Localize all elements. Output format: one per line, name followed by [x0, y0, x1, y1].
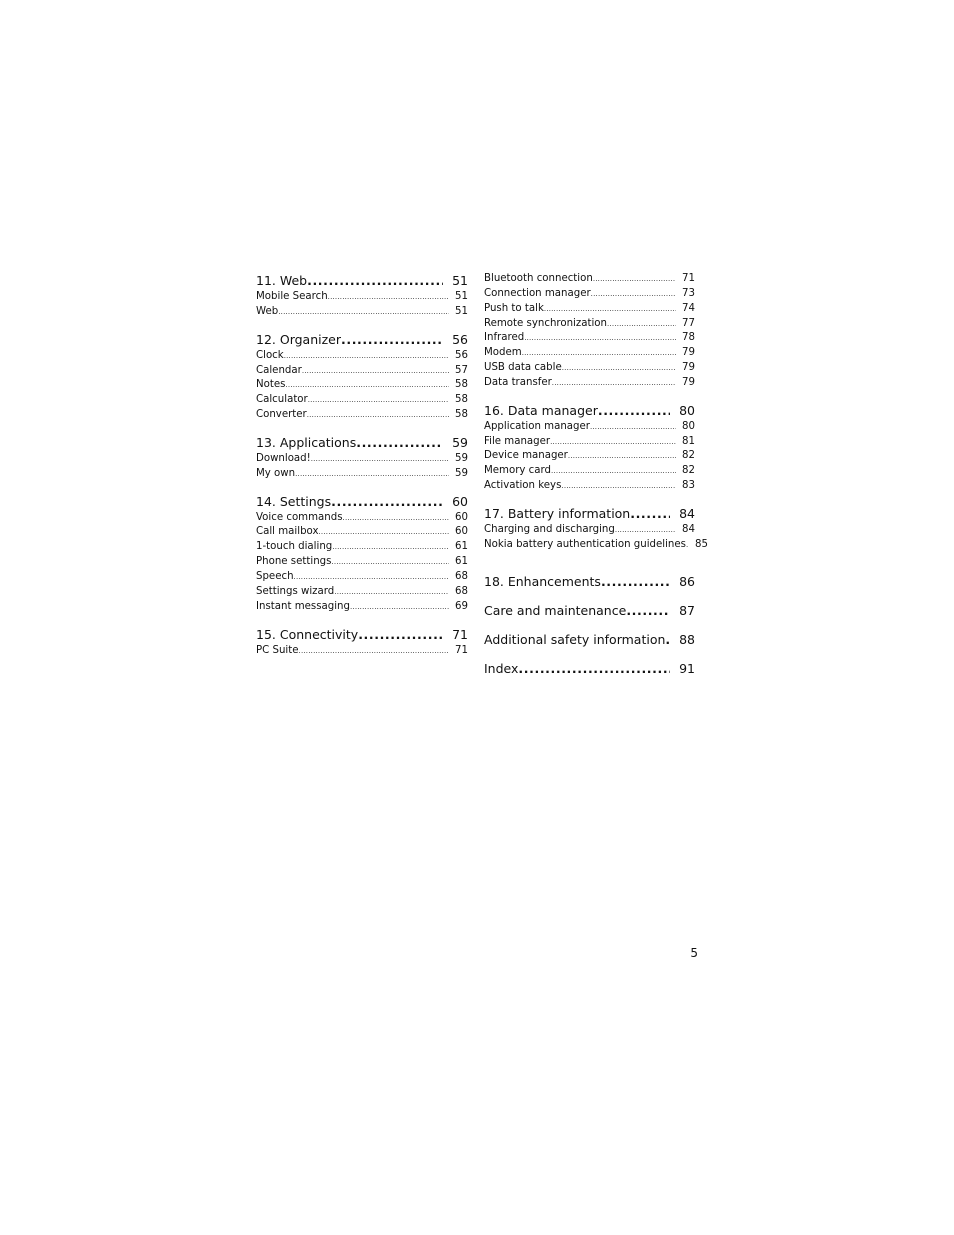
toc-entry-page: 61 — [455, 541, 468, 553]
dot-leader — [307, 272, 443, 290]
toc-entry-label: PC Suite — [256, 644, 299, 656]
toc-entry-battery-authentication[interactable] — [484, 538, 708, 553]
dot-leader — [285, 378, 449, 393]
dot-leader — [307, 408, 449, 423]
toc-entry-clock[interactable] — [256, 349, 468, 364]
toc-entry-page: 58 — [455, 409, 468, 421]
toc-entry-label: Connection manager — [484, 287, 591, 299]
toc-heading-page: 60 — [452, 493, 468, 509]
toc-entry-page: 69 — [455, 600, 468, 612]
toc-heading-page: 80 — [679, 402, 695, 418]
toc-heading-care-and-maintenance[interactable] — [484, 602, 695, 620]
toc-section-enhancements — [484, 573, 695, 591]
dot-leader — [328, 290, 449, 305]
toc-entry-page: 60 — [455, 526, 468, 538]
toc-entry-page: 68 — [455, 570, 468, 582]
toc-heading-data-manager[interactable] — [484, 402, 695, 420]
toc-heading-label: 18. Enhancements — [484, 573, 601, 589]
toc-entry-page: 74 — [682, 302, 695, 314]
toc-entry-phone-settings[interactable] — [256, 555, 468, 570]
toc-heading-label: 15. Connectivity — [256, 626, 359, 642]
toc-entry-page: 51 — [455, 291, 468, 302]
toc-entry-connection-manager[interactable] — [484, 287, 695, 302]
toc-heading-connectivity[interactable] — [256, 626, 468, 644]
toc-section-applications — [256, 434, 468, 482]
toc-heading-enhancements[interactable] — [484, 573, 695, 591]
dot-leader — [299, 644, 449, 659]
toc-heading-page: 71 — [452, 626, 468, 642]
dot-leader — [341, 331, 443, 349]
dot-leader — [334, 585, 449, 600]
toc-entry-converter[interactable] — [256, 408, 468, 423]
toc-section-connectivity-continued — [484, 272, 695, 391]
toc-entry-activation-keys[interactable] — [484, 479, 695, 494]
toc-entry-label: Memory card — [484, 465, 551, 477]
toc-heading-page: 56 — [452, 331, 468, 347]
toc-entry-page: 51 — [455, 305, 468, 317]
dot-leader — [562, 361, 676, 376]
toc-entry-label: Data transfer — [484, 376, 552, 388]
toc-heading-organizer[interactable] — [256, 331, 468, 349]
toc-heading-label: 12. Organizer — [256, 331, 341, 347]
toc-entry-settings-wizard[interactable] — [256, 585, 468, 600]
toc-entry-usb-data-cable[interactable] — [484, 361, 695, 376]
toc-entry-voice-commands[interactable] — [256, 511, 468, 526]
toc-entry-modem[interactable] — [484, 346, 695, 361]
toc-section-battery-information — [484, 505, 708, 553]
dot-leader — [319, 525, 450, 540]
toc-entry-1-touch-dialing[interactable] — [256, 540, 468, 555]
dot-leader — [601, 573, 670, 591]
toc-entry-mobile-search[interactable] — [256, 290, 468, 305]
spacer — [484, 564, 695, 573]
toc-entry-label: Mobile Search — [256, 291, 328, 302]
dot-leader — [358, 626, 443, 644]
dot-leader — [302, 364, 449, 379]
toc-entry-page: 58 — [455, 379, 468, 391]
toc-heading-label: 13. Applications — [256, 434, 357, 450]
toc-entry-page: 68 — [455, 585, 468, 597]
toc-heading-battery-information[interactable] — [484, 505, 695, 523]
dot-leader — [522, 346, 676, 361]
dot-leader — [331, 555, 449, 570]
toc-heading-label: 14. Settings — [256, 493, 332, 509]
dot-leader — [343, 511, 449, 526]
toc-entry-label: Calendar — [256, 364, 302, 376]
toc-section-additional-safety — [484, 631, 695, 649]
toc-heading-additional-safety[interactable] — [484, 631, 695, 649]
toc-entry-label: Call mailbox — [256, 526, 319, 538]
toc-entry-label: File manager — [484, 435, 551, 447]
dot-leader — [593, 272, 676, 287]
dot-leader — [518, 660, 670, 678]
toc-section-web — [256, 272, 468, 320]
toc-entry-remote-synchronization[interactable] — [484, 317, 695, 332]
toc-entry-device-manager[interactable] — [484, 449, 695, 464]
toc-entry-page: 82 — [682, 450, 695, 462]
toc-entry-label: Infrared — [484, 332, 525, 344]
toc-entry-page: 85 — [695, 538, 708, 550]
toc-section-index — [484, 660, 695, 678]
toc-entry-memory-card[interactable] — [484, 464, 695, 479]
toc-entry-page: 60 — [455, 511, 468, 523]
toc-entry-label: Bluetooth connection — [484, 273, 593, 284]
toc-entry-instant-messaging[interactable] — [256, 600, 468, 615]
toc-entry-label: USB data cable — [484, 362, 562, 374]
toc-entry-label: Instant messaging — [256, 600, 350, 612]
toc-entry-label: Device manager — [484, 450, 568, 462]
toc-entry-page: 61 — [455, 556, 468, 568]
page-number: 5 — [690, 946, 698, 960]
toc-entry-page: 83 — [682, 480, 695, 492]
dot-leader — [590, 420, 676, 435]
toc-entry-pc-suite[interactable] — [256, 644, 468, 659]
dot-leader — [284, 349, 449, 364]
toc-entry-push-to-talk[interactable] — [484, 302, 695, 317]
toc-entry-application-manager[interactable] — [484, 420, 695, 435]
toc-entry-charging-and-discharging[interactable] — [484, 523, 695, 538]
dot-leader — [550, 435, 676, 450]
toc-entry-data-transfer[interactable] — [484, 376, 695, 391]
toc-heading-index[interactable] — [484, 660, 695, 678]
toc-heading-label: Care and maintenance — [484, 602, 627, 618]
toc-entry-page: 79 — [682, 376, 695, 388]
dot-leader — [356, 434, 443, 452]
dot-leader — [568, 449, 676, 464]
toc-entry-label: Remote synchronization — [484, 317, 607, 329]
toc-entry-page: 73 — [682, 287, 695, 299]
toc-entry-label: Converter — [256, 409, 307, 421]
toc-heading-settings[interactable] — [256, 493, 468, 511]
toc-entry-label: Notes — [256, 379, 286, 391]
toc-heading-web[interactable] — [256, 272, 468, 290]
toc-entry-label: 1-touch dialing — [256, 541, 333, 553]
toc-entry-web[interactable] — [256, 305, 468, 320]
toc-heading-page: 88 — [679, 631, 695, 647]
dot-leader — [278, 305, 449, 320]
dot-leader — [332, 540, 449, 555]
toc-entry-page: 77 — [682, 317, 695, 329]
toc-entry-label: Voice commands — [256, 511, 343, 523]
dot-leader — [626, 602, 670, 620]
toc-section-data-manager — [484, 402, 695, 494]
toc-heading-page: 91 — [679, 660, 695, 676]
toc-entry-page: 84 — [682, 523, 695, 535]
toc-entry-label: Modem — [484, 347, 522, 359]
toc-entry-my-own[interactable] — [256, 467, 468, 482]
toc-entry-page: 56 — [455, 349, 468, 361]
toc-heading-page: 86 — [679, 573, 695, 589]
dot-leader — [552, 376, 676, 391]
toc-section-connectivity — [256, 626, 468, 659]
dot-leader — [350, 600, 449, 615]
toc-heading-page: 51 — [452, 273, 468, 288]
toc-entry-page: 81 — [682, 435, 695, 447]
dot-leader — [331, 493, 443, 511]
toc-entry-calculator[interactable] — [256, 393, 468, 408]
dot-leader — [524, 331, 676, 346]
toc-section-settings — [256, 493, 468, 615]
toc-entry-notes[interactable] — [256, 378, 468, 393]
toc-heading-label: Index — [484, 660, 519, 676]
toc-entry-label: Download! — [256, 452, 311, 464]
toc-heading-applications[interactable] — [256, 434, 468, 452]
toc-entry-label: Push to talk — [484, 302, 544, 314]
toc-entry-page: 80 — [682, 420, 695, 432]
toc-heading-label: 17. Battery information — [484, 505, 631, 521]
toc-entry-page: 57 — [455, 364, 468, 376]
toc-entry-label: Calculator — [256, 394, 308, 406]
toc-entry-label: Phone settings — [256, 556, 332, 568]
dot-leader — [311, 452, 449, 467]
toc-entry-speech[interactable] — [256, 570, 468, 585]
toc-entry-page: 78 — [682, 332, 695, 344]
toc-entry-label: Nokia battery authentication guidelines — [484, 538, 686, 550]
toc-entry-page: 59 — [455, 452, 468, 464]
toc-entry-label: Application manager — [484, 420, 590, 432]
toc-heading-label: 11. Web — [256, 273, 308, 288]
toc-entry-page: 71 — [682, 273, 695, 284]
toc-entry-page: 82 — [682, 465, 695, 477]
toc-entry-calendar[interactable] — [256, 364, 468, 379]
toc-entry-label: Clock — [256, 349, 284, 361]
dot-leader — [615, 523, 676, 538]
toc-entry-page: 79 — [682, 362, 695, 374]
toc-entry-label: Charging and discharging — [484, 523, 615, 535]
dot-leader — [295, 467, 449, 482]
toc-entry-infrared[interactable] — [484, 331, 695, 346]
dot-leader — [544, 302, 676, 317]
toc-heading-page: 84 — [679, 505, 695, 521]
toc-entry-bluetooth-connection[interactable] — [484, 272, 695, 287]
toc-entry-label: Settings wizard — [256, 585, 335, 597]
toc-entry-page: 58 — [455, 394, 468, 406]
toc-entry-label: Speech — [256, 570, 294, 582]
toc-section-organizer — [256, 331, 468, 423]
toc-entry-label: Web — [256, 305, 279, 317]
toc-entry-page: 59 — [455, 467, 468, 479]
dot-leader — [607, 317, 676, 332]
toc-entry-label: My own — [256, 467, 296, 479]
toc-entry-page: 71 — [455, 644, 468, 656]
dot-leader — [598, 402, 670, 420]
dot-leader — [561, 479, 676, 494]
toc-left-column — [256, 272, 468, 669]
toc-section-care-and-maintenance — [484, 602, 695, 620]
toc-entry-call-mailbox[interactable] — [256, 525, 468, 540]
toc-heading-label: Additional safety information — [484, 631, 666, 647]
toc-heading-label: 16. Data manager — [484, 402, 598, 418]
toc-heading-page: 87 — [679, 602, 695, 618]
dot-leader — [630, 505, 670, 523]
toc-entry-file-manager[interactable] — [484, 435, 695, 450]
dot-leader — [551, 464, 676, 479]
toc-heading-page: 59 — [452, 434, 468, 450]
dot-leader — [308, 393, 449, 408]
toc-right-column — [484, 272, 708, 689]
dot-leader — [591, 287, 676, 302]
dot-leader — [294, 570, 449, 585]
toc-entry-label: Activation keys — [484, 480, 562, 492]
toc-entry-page: 79 — [682, 347, 695, 359]
toc-entry-download[interactable] — [256, 452, 468, 467]
